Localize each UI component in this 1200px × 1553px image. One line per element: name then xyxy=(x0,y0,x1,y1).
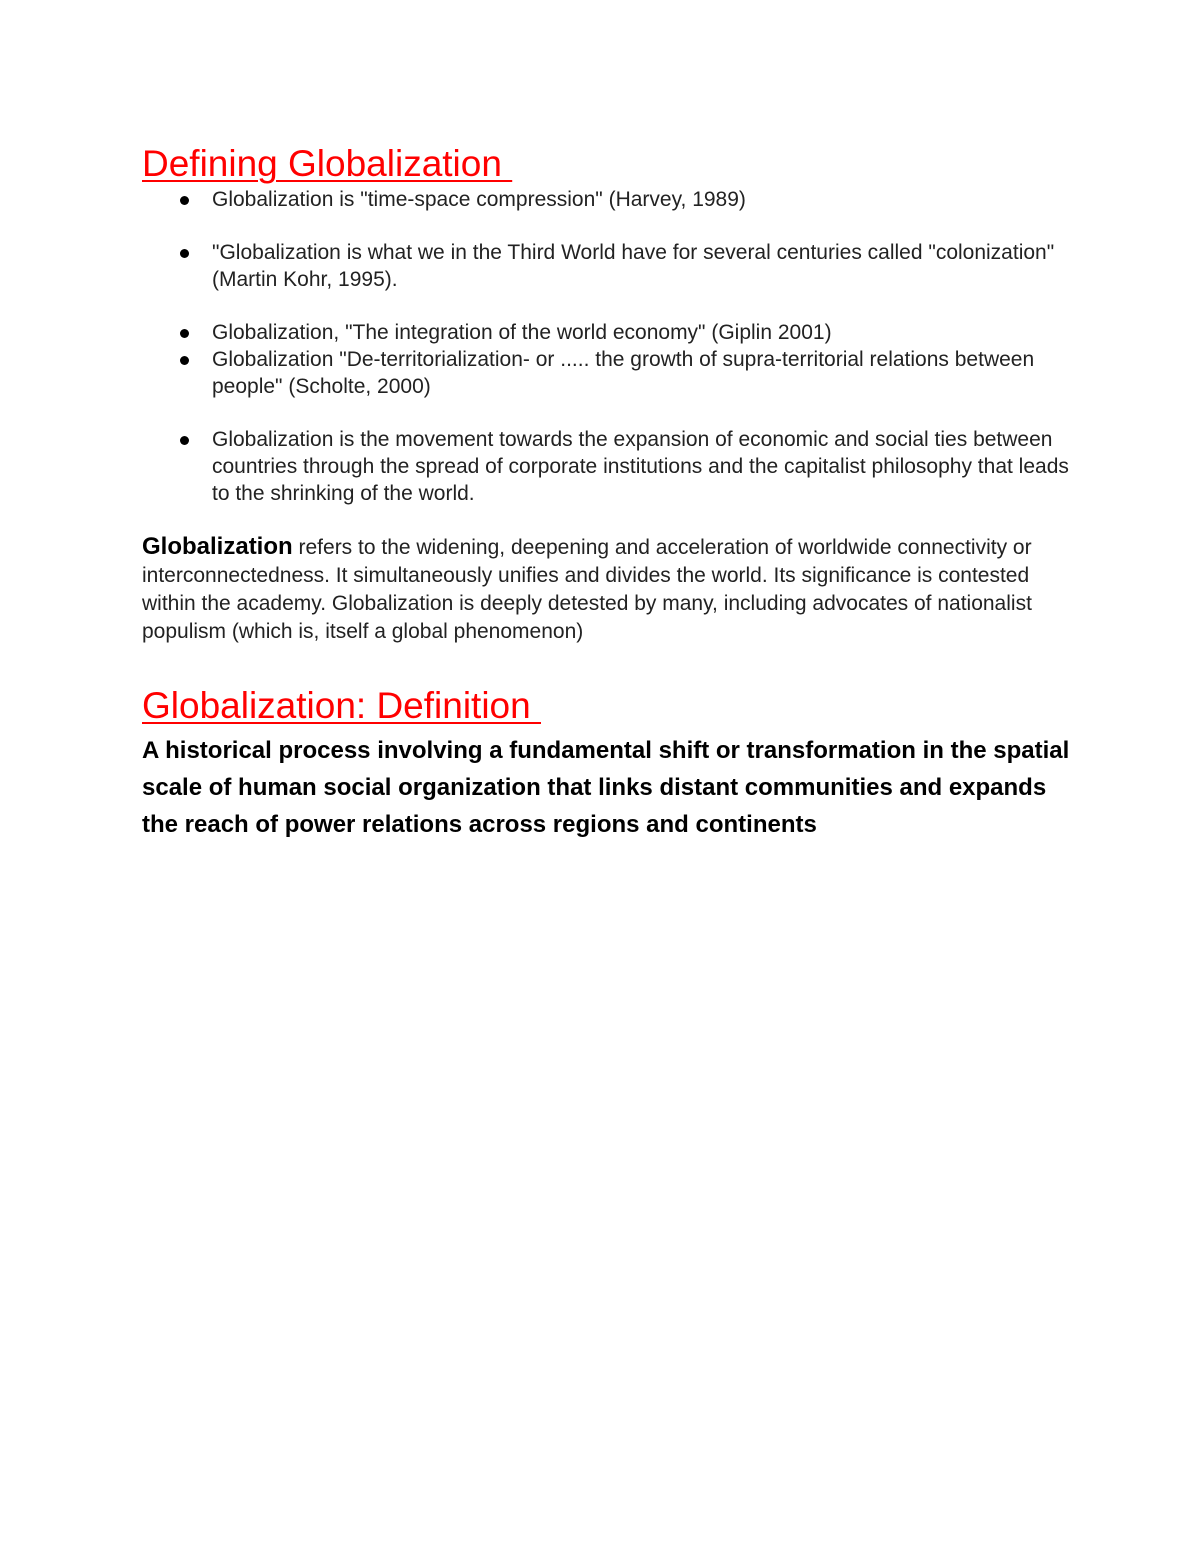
list-item-text: Globalization is "time-space compression" (Harvey, 1989) xyxy=(212,188,746,211)
paragraph-lead-term: Globalization xyxy=(142,533,293,560)
definition-text: A historical process involving a fundamental shift or transformation in the spatial scale of human social organization that links distant communities and expands the reach of power relations across regions and continents xyxy=(142,737,1070,838)
list-item-text: "Globalization is what we in the Third World have for several centuries called "colonization" (Martin Kohr, 1995). xyxy=(212,241,1055,291)
definitions-bullet-list xyxy=(142,186,1072,507)
bullet-icon xyxy=(180,249,189,258)
list-item xyxy=(142,426,1072,507)
section-heading-globalization-definition: Globalization: Definition xyxy=(142,685,541,726)
list-item xyxy=(142,239,1072,293)
list-item-text: Globalization is the movement towards the expansion of economic and social ties between countries through the spread of corporate institutions and the capitalist philosophy that leads to the shrinking of the world. xyxy=(212,428,1069,505)
list-item xyxy=(142,186,1072,213)
bullet-icon xyxy=(180,356,189,365)
document-content xyxy=(142,142,1072,867)
list-item-text: Globalization, "The integration of the world economy" (Giplin 2001) xyxy=(212,321,832,344)
bullet-icon xyxy=(180,329,189,338)
bullet-icon xyxy=(180,436,189,445)
list-item xyxy=(142,346,1072,400)
paragraph-body-text: refers to the widening, deepening and acceleration of worldwide connectivity or interconnectedness. It simultaneously unifies and divides the world. Its significance is contested within the academy. Globalization is deeply detested by many, including advocates of nationalist populism (which is, itself a global phenomenon) xyxy=(142,536,1032,643)
globalization-paragraph xyxy=(142,533,1072,646)
list-item xyxy=(142,319,1072,346)
bullet-icon xyxy=(180,196,189,205)
section-heading-defining-globalization: Defining Globalization xyxy=(142,143,513,184)
list-item-text: Globalization "De-territorialization- or ..... the growth of supra-territorial relations between people" (Scholte, 2000) xyxy=(212,348,1035,398)
